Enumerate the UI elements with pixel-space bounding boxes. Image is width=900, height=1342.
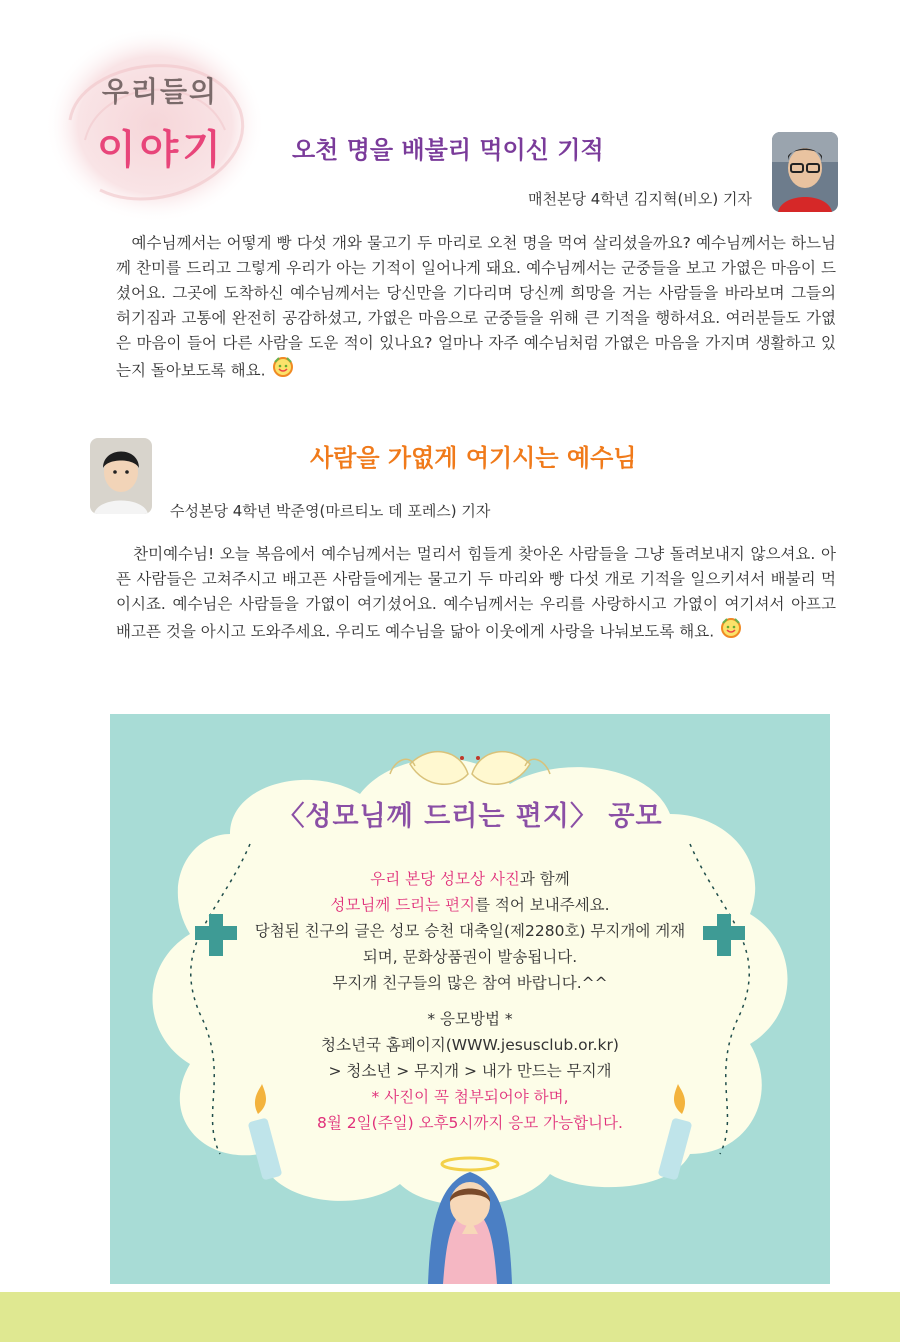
poster-line-2-rest: 를 적어 보내주세요. [475,896,610,914]
article2-reporter-photo [90,438,152,514]
bottom-band [0,1292,900,1342]
article1-body-text: 예수님께서는 어떻게 빵 다섯 개와 물고기 두 마리로 오천 명을 먹여 살리셨을까요? 예수님께서는 하느님께 찬미를 드리고 그렇게 우리가 아는 기적이 일어나게 돼요. 예수님께서는 군중들을 보고 가엾은 마음이 드셨어요. 그곳에 도착하신 예수님께서는 당신만을 기다리며 당신께 희망을 거는 사람들을 바라보며 그들의 허기짐과 고통에 완전히 공감하셨고, 가엾은 마음으로 군중들을 위해 큰 기적을 행하셔요. 여러분들도 가엾은 마음이 들어 다른 사람을 도운 적이 있나요? 얼마나 자주 예수님처럼 가엾은 마음을 가지며 생활하고 있는지 돌아보도록 해요. [116,234,836,380]
smile-icon [272,356,294,386]
article2-title: 사람을 가엾게 여기시는 예수님 [310,444,637,472]
poster-note-line-2: 8월 2일(주일) 오후5시까지 응모 가능합니다. [317,1114,623,1132]
poster-method-line-1: 청소년국 홈페이지(WWW.jesusclub.or.kr) [321,1036,619,1054]
article2-byline: 수성본당 4학년 박준영(마르티노 데 포레스) 기자 [170,502,491,520]
poster-line-1-highlight: 우리 본당 성모상 사진 [370,870,520,888]
poster-title: 〈성모님께 드리는 편지〉 공모 [277,801,663,832]
smile-icon [720,617,742,647]
poster-line-4: 되며, 문화상품권이 발송됩니다. [362,948,578,966]
poster-line-3: 당첨된 친구의 글은 성모 승천 대축일(제2280호) 무지개에 게재 [254,922,686,940]
poster-line-2 [220,892,720,918]
article1-title: 오천 명을 배불리 먹이신 기적 [292,136,604,164]
poster-line-5: 무지개 친구들의 많은 참여 바랍니다.^^ [332,974,608,992]
article2-body-text: 찬미예수님! 오늘 복음에서 예수님께서는 멀리서 힘들게 찾아온 사람들을 그냥 돌려보내지 않으셔요. 아픈 사람들은 고쳐주시고 배고픈 사람들에게는 물고기 두 마리와 빵 다섯 개로 기적을 일으키셔서 배불리 먹이시죠. 예수님은 사람들을 가엾이 여기셨어요. 예수님께서는 우리를 사랑하시고 가엾이 여기셔서 아프고 배고픈 것을 아시고 도와주세요. 우리도 예수님을 닮아 이웃에게 사랑을 나눠보도록 해요. [116,545,836,641]
poster-method-heading: * 응모방법 * [427,1010,513,1028]
poster-line-1-rest: 과 함께 [519,870,570,888]
logo-title-bottom: 이야기 [97,127,225,173]
article2-body [116,542,836,647]
logo-title-top: 우리들의 [101,75,219,108]
article1-reporter-photo [772,132,838,212]
poster-line-1 [220,866,720,892]
article1-byline: 매천본당 4학년 김지혁(비오) 기자 [528,190,752,208]
section-logo [40,20,270,230]
letter-contest-poster [110,714,830,1284]
article1-body [116,231,836,386]
poster-method-line-2: > 청소년 > 무지개 > 내가 만드는 무지개 [328,1062,612,1080]
poster-note-line-1: * 사진이 꼭 첨부되어야 하며, [371,1088,569,1106]
poster-body [220,866,720,1136]
poster-line-2-highlight: 성모님께 드리는 편지 [330,896,476,914]
